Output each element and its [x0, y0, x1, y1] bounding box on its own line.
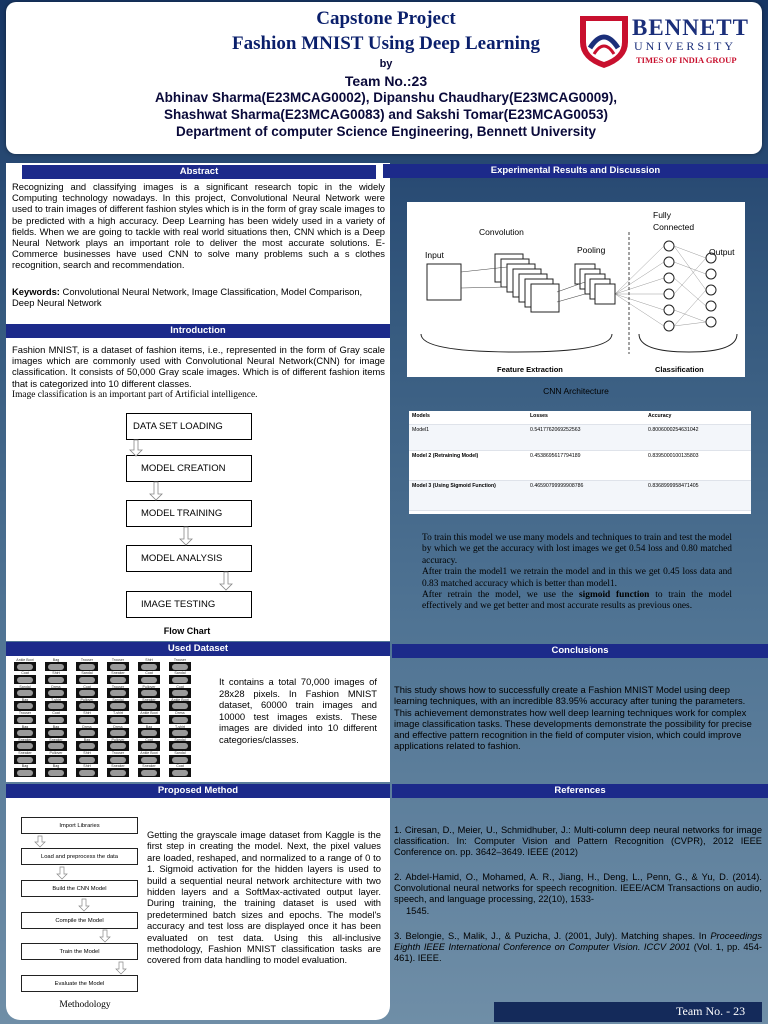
method-step-5: Train the Model [21, 943, 138, 960]
dataset-thumb-image [107, 741, 129, 751]
flow-step-4: MODEL ANALYSIS [126, 545, 252, 572]
dataset-thumb-image [14, 755, 36, 765]
dataset-thumb-label: Pullover [80, 697, 94, 702]
logo-text-bennett: BENNETT [632, 15, 749, 40]
dataset-thumb-label: Ankle Boot [140, 751, 158, 756]
department-line: Department of computer Science Engineering, Bennett University [175, 124, 597, 139]
dataset-thumb-label: Trouser [18, 711, 32, 716]
dataset-thumb-label: Coat [145, 671, 153, 676]
poster-header [6, 2, 762, 154]
table-cell: 0.46590799999908786 [527, 480, 645, 510]
dataset-thumb-image [45, 701, 67, 711]
dataset-thumb-label: Trouser [80, 658, 94, 662]
method-step-6: Evaluate the Model [21, 975, 138, 992]
dataset-thumb-image [138, 688, 160, 698]
dataset-thumb-image [107, 675, 129, 685]
diagram-connected-label: Connected [653, 222, 695, 232]
table-cell: 0.5417762069252563 [527, 424, 645, 450]
diagram-classification-label: Classification [655, 365, 704, 374]
dataset-thumb-image [138, 755, 160, 765]
dataset-thumb-label: Coat [145, 737, 153, 742]
dataset-thumb-image [45, 662, 67, 672]
cnn-architecture-diagram [407, 202, 745, 377]
table-header-accuracy: Accuracy [645, 411, 751, 424]
dataset-thumb-label: Bag [52, 764, 60, 769]
dataset-thumb-label: Ankle Boot [16, 658, 34, 662]
dataset-thumb-label: Dress [113, 724, 123, 729]
dataset-thumb-label: Coat [21, 671, 29, 676]
dataset-thumb-image [76, 728, 98, 738]
dataset-thumb-label: Bag [52, 724, 60, 729]
table-cell: 0.8395000100135803 [645, 450, 751, 480]
introduction-serif-line: Image classification is an important part of Artificial intelligence. [12, 390, 258, 400]
dataset-thumb-label: Sneaker [142, 764, 156, 769]
reference-3-end: (Vol. 1, pp. 454-461). IEEE. [394, 942, 762, 964]
dataset-thumb-label: Sneaker [142, 697, 156, 702]
dataset-thumb-image [14, 662, 36, 672]
authors-line1: Abhinav Sharma(E23MCAG0002), Dipanshu Chaudhary(E23MCAG0009), [154, 90, 618, 105]
dataset-thumb-image [14, 715, 36, 725]
dataset-thumb-label: Sneaker [49, 737, 63, 742]
dataset-thumb-image [14, 768, 36, 778]
dataset-thumb-image [138, 768, 160, 778]
table-cell: Model 3 (Using Sigmoid Function) [409, 480, 527, 510]
table-header-models: Models [409, 411, 527, 424]
dataset-thumb-label: Sandal [174, 737, 186, 742]
diagram-fully-label: Fully [653, 210, 671, 220]
poster-title-line2: Fashion MNIST Using Deep Learning [232, 33, 540, 54]
dataset-thumb-label: Pullover [49, 751, 63, 756]
dataset-thumb-image [107, 728, 129, 738]
method-step-2: Load and preprocess the data [21, 848, 138, 865]
dataset-thumb-label: Trouser [111, 684, 125, 689]
dataset-thumb-image [14, 688, 36, 698]
dataset-thumb-label: T-shirt [113, 711, 123, 716]
reference-2: 2. Abdel-Hamid, O., Mohamed, A. R., Jiang, H., Deng, L., Penn, G., & Yu, D. (2014). Convolutional neural networks for speech recognition. IEEE/ACM Transactions on audio, speech, and language processing, 22(10), 1533- [394, 872, 762, 905]
poster-title-line1: Capstone Project [316, 8, 456, 29]
cnn-architecture-caption: CNN Architecture [543, 386, 609, 396]
results-para-2: After train the model1 we retrain the model and in this we get 0.45 loss data and 0.83 matched accuracy which is better than model1. [422, 567, 732, 589]
dataset-thumb-label: Bag [21, 724, 29, 729]
table-header-losses: Losses [527, 411, 645, 424]
dataset-thumb-image [45, 675, 67, 685]
dataset-thumb-image [169, 741, 191, 751]
dataset-thumb-image [45, 715, 67, 725]
results-para-3 [422, 590, 732, 613]
table-cell: 0.8368999958471405 [645, 480, 751, 510]
dataset-thumb-image [169, 768, 191, 778]
dataset-thumb-label: Shirt [145, 658, 153, 662]
method-step-3: Build the CNN Model [21, 880, 138, 897]
diagram-input-label: Input [425, 250, 444, 260]
dataset-thumb-image [45, 755, 67, 765]
logo-text-group: TIMES OF INDIA GROUP [636, 55, 737, 65]
dataset-thumb-image [169, 728, 191, 738]
dataset-thumb-image [45, 768, 67, 778]
dataset-thumb-image [45, 688, 67, 698]
dataset-thumb-image [107, 701, 129, 711]
dataset-thumb-image [138, 701, 160, 711]
dataset-thumb-image [107, 715, 129, 725]
dataset-thumb-image [14, 675, 36, 685]
dataset-thumb-image [76, 768, 98, 778]
dataset-thumb-label: Sandal [112, 697, 124, 702]
dataset-body: It contains a total 70,000 images of 28x28 pixels. In Fashion MNIST dataset, 60000 train images and 10000 test images exists. These images are divided into 10 different categories/classes. [219, 676, 377, 745]
dataset-thumb-label: Bag [145, 724, 153, 729]
method-step-1: Import Libraries [21, 817, 138, 834]
dataset-thumb-label: Sandal [174, 751, 186, 756]
dataset-thumb-label: Bag [83, 737, 91, 742]
dataset-thumb-image [76, 701, 98, 711]
conclusions-body: This study shows how to successfully create a Fashion MNIST Model using deep learning techniques, with an incredible 83.95% accuracy after tuning the parameters. This achievement demonstrates how well deep learning techniques work for complex image classification tasks. These developments demonstrate the possibility for precise and effective pattern recognition in the field of computer vision, which could improve applications related to fashion. [394, 684, 752, 752]
results-table [409, 411, 751, 511]
dataset-thumb-image [138, 728, 160, 738]
flow-step-1: DATA SET LOADING [126, 413, 252, 440]
dataset-thumb-label: Trouser [111, 751, 125, 756]
dataset-thumb-image [138, 675, 160, 685]
table-row [409, 480, 751, 510]
method-heading: Proposed Method [6, 784, 390, 798]
university-logo [574, 12, 760, 70]
footer-team: Team No. - 23 [676, 1004, 746, 1018]
results-para-3-start: After retrain the model, we use the [422, 590, 579, 601]
dataset-thumb-label: Bag [21, 764, 29, 769]
table-cell: Model 2 (Retraining Model) [409, 450, 527, 480]
dataset-thumb-label: Trouser [173, 658, 187, 662]
dataset-thumb-label: Sneaker [111, 671, 125, 676]
dataset-thumb-label: T-shirt [51, 697, 61, 702]
reference-3-italic: Proceedings Eighth IEEE International Conference on Computer Vision. ICCV 2001 [394, 931, 762, 953]
flow-step-2: MODEL CREATION [126, 455, 252, 482]
by-label: by [379, 58, 393, 70]
reference-3 [394, 931, 762, 965]
dataset-thumb-label: Sneaker [18, 751, 32, 756]
method-arrows [21, 834, 141, 979]
flow-step-3: MODEL TRAINING [126, 500, 252, 527]
references-heading: References [392, 784, 768, 798]
dataset-thumb-label: Bag [21, 697, 29, 702]
dataset-thumb-label: Ankle Boot [171, 697, 189, 702]
introduction-body: Fashion MNIST, is a dataset of fashion items, i.e., represented in the form of Gray scale images which are commonly used with Convolutional Neural Network(CNN) for image classification. It consists of 50,000 Gray scale images. Which is of different fashion items that is categorized into 10 different classes. [12, 344, 385, 389]
dataset-thumb-label: Bag [52, 658, 60, 662]
dataset-thumb-image [76, 741, 98, 751]
dataset-thumb-image [76, 688, 98, 698]
dataset-thumb-image [169, 675, 191, 685]
logo-text-university: UNIVERSITY [634, 39, 736, 53]
method-body: Getting the grayscale image dataset from Kaggle is the first step in creating the model. Next, the pixel values are loaded, reshaped, and normalized to a range of 0 to 1. Sigmoid activation for the hidden layers is used to build a sequential neural network architecture with two hidden layers and a SoftMax-activated output layer. During training, the training dataset is used with predetermined batch sizes and epochs. The model's accuracy and test loss are displayed once it has been evaluated on test data. Using this all-inclusive methodology, Fashion MNIST classification tasks are covered from data handling to model evaluation. [147, 829, 381, 966]
dataset-thumb-image [138, 662, 160, 672]
diagram-pooling-label: Pooling [577, 245, 606, 255]
results-para-3-bold: sigmoid function [579, 590, 650, 601]
dataset-thumb-image [169, 715, 191, 725]
dataset-thumb-label: Dress [82, 724, 92, 729]
dataset-thumb-image [45, 741, 67, 751]
results-discussion [422, 533, 732, 613]
dataset-thumb-image [138, 715, 160, 725]
table-cell: 0.8006000254631042 [645, 424, 751, 450]
dataset-thumb-image [107, 662, 129, 672]
dataset-thumb-label: Sneaker [18, 737, 32, 742]
abstract-heading: Abstract [22, 165, 376, 179]
keywords-text: Convolutional Neural Network, Image Classification, Model Comparison, Deep Neural Network [12, 286, 363, 309]
dataset-thumb-image [169, 688, 191, 698]
dataset-thumb-label: Pullover [111, 737, 125, 742]
conclusions-heading: Conclusions [392, 644, 768, 658]
dataset-thumb-image [169, 701, 191, 711]
results-table-wrap [409, 411, 751, 514]
reference-2-continued: 1545. [406, 906, 430, 916]
keywords-label: Keywords: [12, 286, 60, 297]
dataset-thumb-image [14, 701, 36, 711]
dataset-thumb-label: T-shirt [175, 724, 185, 729]
dataset-thumb-image [76, 662, 98, 672]
dataset-thumb-label: Sandal [19, 684, 31, 689]
methodology-caption: Methodology [59, 1000, 111, 1010]
dataset-thumb-image [45, 728, 67, 738]
table-row [409, 424, 751, 450]
dataset-thumb-label: Sneaker [111, 764, 125, 769]
dataset-thumb-image [169, 755, 191, 765]
dataset-thumb-label: Pullover [142, 684, 156, 689]
dataset-thumb-image [76, 675, 98, 685]
dataset-heading: Used Dataset [6, 642, 390, 656]
dataset-thumb-label: Shirt [83, 711, 91, 716]
reference-3-start: 3. Belongie, S., Malik, J., & Puzicha, J. (2001, July). Matching shapes. In [394, 931, 711, 941]
diagram-convolution-label: Convolution [479, 227, 524, 237]
diagram-feature-extraction-label: Feature Extraction [497, 365, 563, 374]
dataset-thumb-label: Sandal [81, 671, 93, 676]
reference-1: 1. Ciresan, D., Meier, U., Schmidhuber, J.: Multi-column deep neural networks for image classification. In: Computer Vision and Pattern Recognition (CVPR), 2012 IEEE Conference on. pp. 3642–3649. IEEE (2012) [394, 825, 762, 858]
dataset-thumb-image [14, 741, 36, 751]
results-para-3-end: to train the model effectively and we get better and most accurate results as previous ones. [422, 590, 732, 612]
dataset-thumb-label: Dress [175, 711, 185, 716]
dataset-thumb-image [14, 728, 36, 738]
table-row [409, 450, 751, 480]
diagram-output-label: Output [709, 247, 735, 257]
dataset-thumb-label: Coat [176, 764, 184, 769]
dataset-thumb-image [107, 688, 129, 698]
dataset-thumb-label: Trouser [111, 658, 125, 662]
dataset-thumb-label: Shirt [52, 671, 60, 676]
keywords [12, 286, 385, 308]
shield-icon [574, 12, 634, 70]
introduction-heading: Introduction [6, 324, 390, 338]
abstract-body: Recognizing and classifying images is a significant research topic in the widely Computing technology nowadays. In this project, Convolutional Neural Network were used to train images of different fashion styles which is in the form of gray scale images to be predicted with a high accuracy. Deep Learning has been widely used in a variety of fields. When we are going to tackle with real world situations then, CNN which is a Deep Neural Network plays an important role to deliver the most accurate solutions. E-Commerce businesses have used CNN to solve many problems such a s clothes recognition, search and recommendation. [12, 181, 385, 271]
flow-chart-caption: Flow Chart [163, 626, 211, 636]
dataset-sample-grid [14, 658, 198, 778]
dataset-thumb-label: Ankle Boot [140, 711, 158, 716]
authors-line2: Shashwat Sharma(E23MCAG0083) and Sakshi Tomar(E23MCAG0053) [164, 107, 608, 122]
flow-arrows [126, 438, 256, 598]
dataset-thumb-image [138, 741, 160, 751]
dataset-thumb-label: Coat [52, 711, 60, 716]
dataset-thumb-image [107, 755, 129, 765]
dataset-thumb-image [76, 755, 98, 765]
table-cell: 0.4538695617794189 [527, 450, 645, 480]
team-label: Team No.:23 [344, 73, 428, 89]
dataset-thumb-image [169, 662, 191, 672]
dataset-thumb-label: Dress [51, 684, 61, 689]
dataset-thumb-label: Coat [176, 684, 184, 689]
dataset-thumb-label: Shirt [83, 751, 91, 756]
dataset-thumb-image [107, 768, 129, 778]
method-step-4: Compile the Model [21, 912, 138, 929]
results-para-1: To train this model we use many models and techniques to train and test the model by which we get the accuracy with lost images we get 0.54 loss and 0.80 matched accuracy. [422, 533, 732, 566]
dataset-thumb-label: Sandal [174, 671, 186, 676]
dataset-thumb-label: Shirt [83, 764, 91, 769]
table-cell: Model1 [409, 424, 527, 450]
results-heading: Experimental Results and Discussion [383, 164, 768, 178]
flow-step-5: IMAGE TESTING [126, 591, 252, 618]
dataset-thumb-image [76, 715, 98, 725]
dataset-thumb-label: Coat [83, 684, 91, 689]
